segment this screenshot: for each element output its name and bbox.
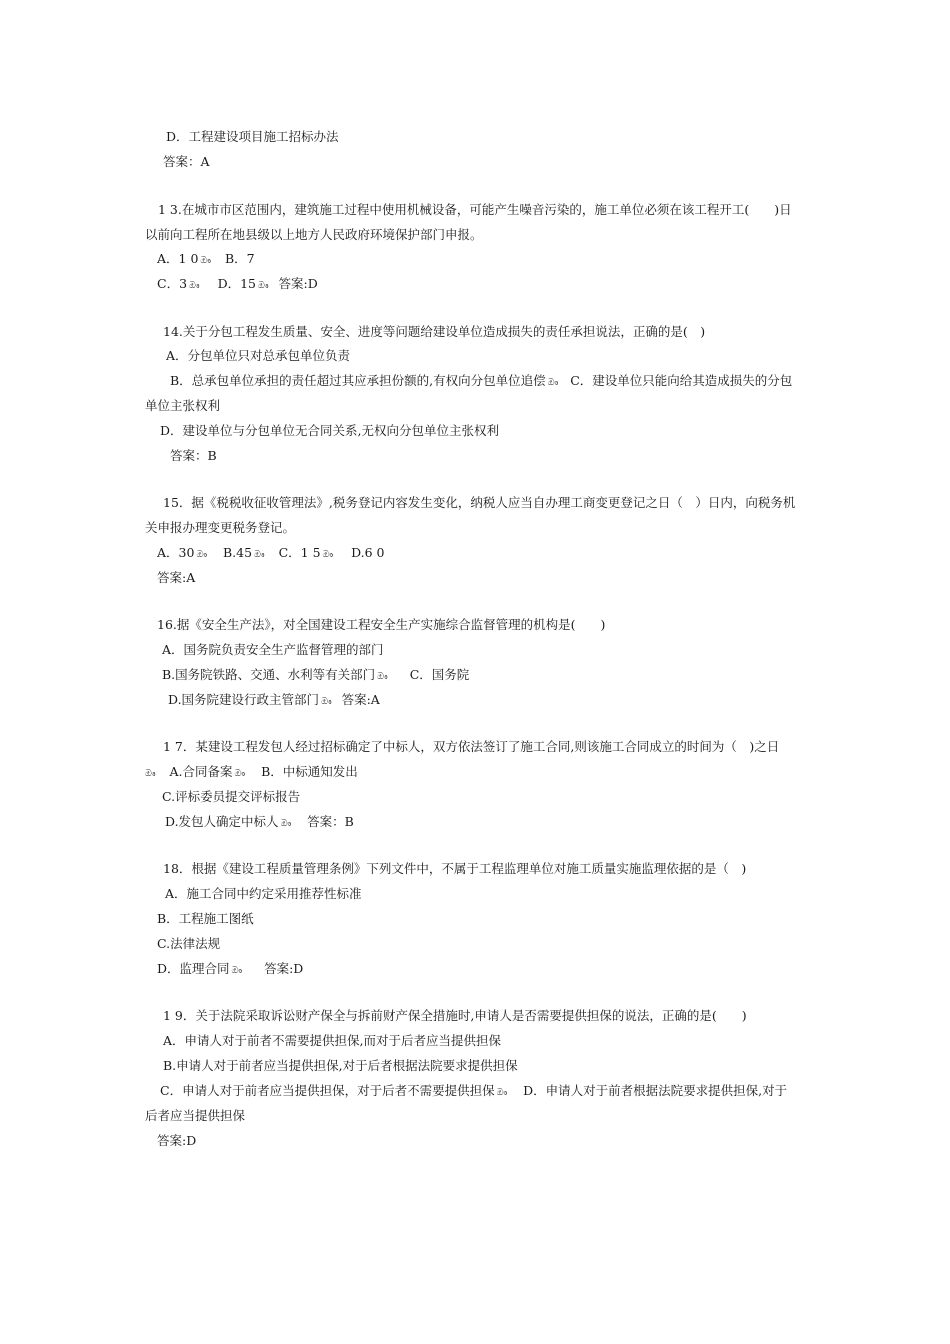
- q15-option-a: A．30: [157, 545, 195, 560]
- q14-answer-text: 答案：B: [170, 448, 217, 463]
- q19-option-b: [163, 1058, 518, 1074]
- q13-option-d: D．15: [217, 276, 256, 291]
- q18-option-c-text: C.法律法规: [157, 936, 221, 951]
- q12-answer-text: 答案：A: [163, 154, 210, 169]
- q13-stem-line2: [145, 227, 483, 243]
- q17-option-c: [162, 789, 300, 805]
- q17-option-a: A.合同备案: [169, 764, 233, 779]
- q14-option-d-text: D．建设单位与分包单位无合同关系,无权向分包单位主张权利: [160, 423, 499, 438]
- q16-option-d: D.国务院建设行政主管部门: [168, 692, 320, 707]
- q18-option-b: [157, 911, 254, 927]
- q19-answer-text: 答案:D: [157, 1133, 197, 1148]
- separator-mark-icon: ඖ: [254, 550, 265, 560]
- separator-mark-icon: ඖ: [196, 550, 207, 560]
- q14-option-d: [160, 423, 499, 439]
- q17-option-b: B．中标通知发出: [261, 764, 358, 779]
- q19-options-cd: [160, 1083, 787, 1099]
- q17-stem-text: 1 7．某建设工程发包人经过招标确定了中标人，双方依法签订了施工合同,则该施工合同成立的时间为（ )之日: [163, 739, 780, 754]
- q18-option-d: D．监理合同: [157, 961, 230, 976]
- separator-mark-icon: ඖ: [377, 672, 388, 682]
- separator-mark-icon: ඖ: [547, 378, 559, 388]
- q14-options-bc: [170, 373, 792, 389]
- q15-stem-line2: [145, 520, 295, 536]
- q14-option-b: B．总承包单位承担的责任超过其应承担份额的,有权向分包单位追偿: [170, 373, 546, 388]
- q14-answer: [170, 448, 217, 464]
- q14-option-c-cont: [145, 398, 220, 414]
- q18-option-a: [165, 886, 362, 902]
- q15-option-c: C．1 5: [278, 545, 321, 560]
- q18-stem: [163, 861, 746, 877]
- q13-option-b: B．7: [224, 251, 255, 266]
- q18-option-c: [157, 936, 220, 952]
- q16-answer: 答案:A: [341, 692, 380, 707]
- separator-mark-icon: ඖ: [200, 256, 211, 266]
- q17-options-ab: [143, 764, 358, 780]
- separator-mark-icon: ඖ: [145, 769, 156, 779]
- q19-option-a: [163, 1033, 501, 1049]
- q13-stem-line1: [158, 202, 792, 218]
- q13-stem-text2: 以前向工程所在地县级以上地方人民政府环境保护部门申报。: [145, 227, 483, 242]
- q15-stem-text2: 关申报办理变更税务登记。: [145, 520, 296, 535]
- q16-option-a: [162, 642, 384, 658]
- q19-option-c: C．申请人对于前者应当提供担保，对于后者不需要提供担保: [160, 1083, 495, 1098]
- q18-option-d-answer: [157, 961, 303, 977]
- q13-option-a: A．1 0: [157, 251, 199, 266]
- q14-option-c-cont-text: 单位主张权利: [145, 398, 221, 413]
- q17-option-c-text: C.评标委员提交评标报告: [162, 789, 301, 804]
- separator-mark-icon: ඖ: [322, 550, 334, 560]
- separator-mark-icon: ඖ: [496, 1088, 508, 1098]
- q19-answer: [157, 1133, 196, 1149]
- q15-option-b: B.45: [222, 545, 253, 560]
- q19-stem: [163, 1008, 747, 1024]
- q16-option-a-text: A．国务院负责安全生产监督管理的部门: [162, 642, 384, 657]
- q15-option-d: D.6 0: [351, 545, 385, 560]
- q19-stem-text: 1 9．关于法院采取诉讼财产保全与拆前财产保全措施时,申请人是否需要提供担保的说法，正确的是( ): [163, 1008, 747, 1023]
- q17-option-d-answer: [165, 814, 354, 830]
- separator-mark-icon: ඖ: [280, 819, 292, 829]
- q17-answer: 答案：B: [307, 814, 354, 829]
- q16-stem-text: 16.据《安全生产法》，对全国建设工程安全生产实施综合监督管理的机构是( ): [157, 617, 606, 632]
- q15-stem-line1: [163, 495, 795, 511]
- q15-options: [157, 545, 385, 561]
- q16-options-bc: [162, 667, 469, 683]
- separator-mark-icon: ඖ: [258, 281, 269, 291]
- q14-stem-text: 14.关于分包工程发生质量、安全、进度等问题给建设单位造成损失的责任承担说法，正确的是( ): [163, 324, 706, 339]
- q18-option-b-text: B．工程施工图纸: [157, 911, 254, 926]
- q15-answer: [157, 570, 195, 586]
- separator-mark-icon: ඖ: [234, 769, 246, 779]
- q14-stem: [163, 324, 705, 340]
- q13-answer: 答案:D: [278, 276, 318, 291]
- q12-option-d-text: D．工程建设项目施工招标办法: [166, 129, 339, 144]
- q18-stem-text: 18．根据《建设工程质量管理条例》下列文件中，不属于工程监理单位对施工质量实施监理依据的是（ ): [163, 861, 747, 876]
- q14-option-a-text: A．分包单位只对总承包单位负责: [166, 348, 351, 363]
- q17-stem: [163, 739, 779, 755]
- q14-option-a: [166, 348, 350, 364]
- q19-option-a-text: A．申请人对于前者不需要提供担保,而对于后者应当提供担保: [163, 1033, 502, 1048]
- q16-option-d-answer: [168, 692, 380, 708]
- q16-stem: [157, 617, 605, 633]
- q12-answer: [163, 154, 210, 170]
- q18-answer: 答案:D: [264, 961, 304, 976]
- q16-option-c: C．国务院: [409, 667, 470, 682]
- q13-option-c: C．3: [157, 276, 188, 291]
- q15-stem-text1: 15．据《税税收征收管理法》,税务登记内容发生变化，纳税人应当自办理工商变更登记之日（ ）日内，向税务机: [163, 495, 796, 510]
- separator-mark-icon: ඖ: [189, 281, 200, 291]
- q13-options-line1: [157, 251, 255, 267]
- q19-option-d-cont: [145, 1108, 245, 1124]
- separator-mark-icon: ඖ: [231, 966, 243, 976]
- q16-option-b: B.国务院铁路、交通、水利等有关部门: [162, 667, 376, 682]
- q12-option-d: [166, 129, 339, 145]
- q17-option-d: D.发包人确定中标人: [165, 814, 279, 829]
- q14-option-c: C．建设单位只能向给其造成损失的分包: [570, 373, 793, 388]
- q19-option-b-text: B.申请人对于前者应当提供担保,对于后者根据法院要求提供担保: [163, 1058, 518, 1073]
- q15-answer-text: 答案:A: [157, 570, 196, 585]
- q18-option-a-text: A．施工合同中约定采用推荐性标准: [165, 886, 362, 901]
- separator-mark-icon: ඖ: [321, 697, 332, 707]
- q19-option-d: D．申请人对于前者根据法院要求提供担保,对于: [523, 1083, 788, 1098]
- q19-option-d-cont-text: 后者应当提供担保: [145, 1108, 246, 1123]
- q13-options-line2: [157, 276, 318, 292]
- q13-stem-text1: 1 3.在城市市区范围内，建筑施工过程中使用机械设备，可能产生噪音污染的，施工单位必须在该工程开工( )日: [158, 202, 792, 217]
